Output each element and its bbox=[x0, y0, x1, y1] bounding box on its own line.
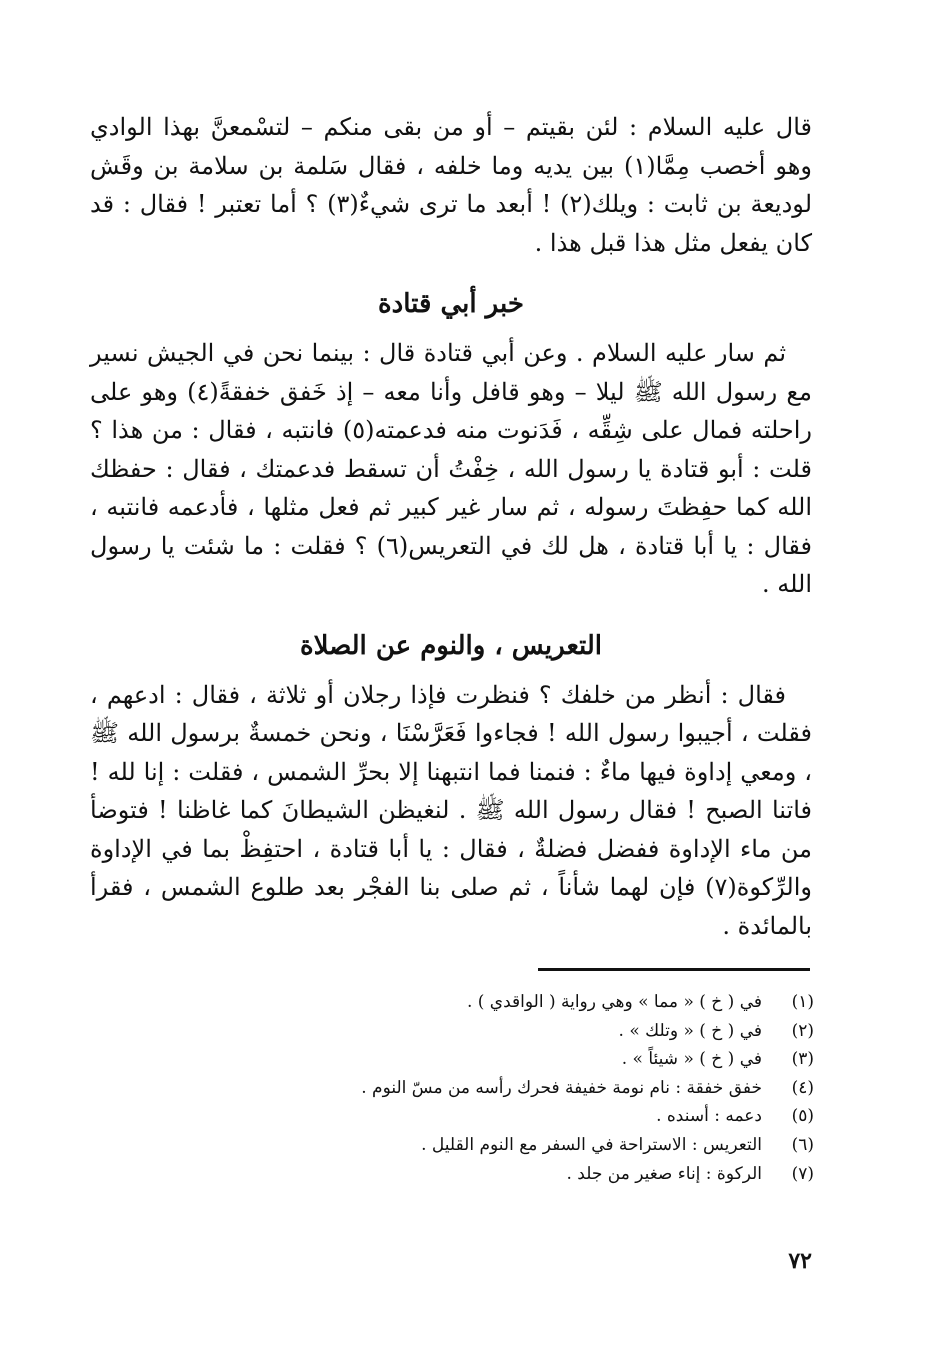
footnote-number: (٣) bbox=[791, 1049, 814, 1070]
footnote-item bbox=[200, 988, 814, 1017]
footnote-text: في ( خ ) « شيئاً » . bbox=[621, 1049, 762, 1070]
footnote-divider bbox=[538, 968, 810, 971]
footnote-number: (٢) bbox=[791, 1020, 814, 1041]
footnote-text: التعريس : الاستراحة في السفر مع النوم القليل . bbox=[421, 1134, 762, 1155]
footnote-text: في ( خ ) « وتلك » . bbox=[618, 1020, 762, 1041]
main-text-block bbox=[90, 108, 812, 945]
footnote-number: (٤) bbox=[791, 1077, 814, 1098]
footnote-number: (٥) bbox=[791, 1106, 814, 1127]
footnote-text: الركوة : إناء صغير من جلد . bbox=[566, 1163, 762, 1184]
footnote-item bbox=[200, 1074, 814, 1103]
footnote-item bbox=[200, 1131, 814, 1160]
footnote-text: خفق خفقة : نام نومة خفيفة فحرك رأسه من مسّ النوم . bbox=[361, 1077, 762, 1098]
footnote-item bbox=[200, 1017, 814, 1046]
section-heading-taris: التعريس ، والنوم عن الصلاة bbox=[299, 630, 603, 661]
footnote-text: في ( خ ) « مما » وهي رواية ( الواقدي ) . bbox=[466, 992, 762, 1012]
footnote-item bbox=[200, 1102, 814, 1131]
page-number: ٧٢ bbox=[788, 1248, 812, 1274]
footnote-item bbox=[200, 1160, 814, 1189]
footnote-item bbox=[200, 1045, 814, 1074]
paragraph-2: ثم سار عليه السلام . وعن أبي قتادة قال : بينما نحن في الجيش نسير مع رسول الله ﷺ ليلا – وهو قافل وأنا معه – إذ خَفق خفقةً(٤) وهو على راحلته فمال على شِقِّه ، فَدَنوت منه فدعمته(٥) فانتبه ، فقال : من هذا ؟ قلت : أبو قتادة يا رسول الله ، خِفْتُ أن تسقط فدعمتك ، فقال : حفظك الله كما حفِظتَ رسوله ، ثم سار غير كبير ثم فعل مثلها ، فأدعمه فانتبه ، فقال : يا أبا قتادة ، هل لك في التعريس(٦) ؟ فقلت : ما شئت يا رسول الله . bbox=[90, 339, 813, 598]
footnote-number: (١) bbox=[791, 992, 814, 1012]
footnote-text: دعمه : أسنده . bbox=[656, 1106, 762, 1127]
footnotes-list bbox=[200, 988, 814, 1188]
paragraph-1: قال عليه السلام : لئن بقيتم – أو من بقى منكم – لتسْمعنَّ بهذا الوادي وهو أخصب مِمَّا(١) بين يديه وما خلفه ، فقال سَلمة بن سلامة بن وقَش لوديعة بن ثابت : ويلك(٢) ! أبعد ما ترى شيءٌ(٣) ؟ أما تعتبر ! فقال : قد كان يفعل مثل هذا قبل هذا . bbox=[90, 113, 812, 257]
footnote-number: (٦) bbox=[791, 1134, 814, 1155]
section-heading-abu-qatada: خبر أبي قتادة bbox=[378, 289, 524, 319]
paragraph-3: فقال : أنظر من خلفك ؟ فنظرت فإذا رجلان أو ثلاثة ، فقال : ادعهم ، فقلت ، أجيبوا رسول الله ! فجاءوا فَعَرَّسْنَا ، ونحن خمسةٌ برسول الله ﷺ ، ومعي إداوة فيها ماءٌ : فنمنا فما انتبهنا إلا بحرِّ الشمس ، فقلت : إنا لله ! فاتنا الصبح ! فقال رسول الله ﷺ . لنغيظن الشيطانَ كما غاظنا ! فتوضأ من ماء الإداوة ففضل فضلةٌ ، فقال : يا أبا قتادة ، احتفِظْ بما في الإداوة والرِّكوة(٧) فإن لهما شأناً ، ثم صلى بنا الفجْر بعد طلوع الشمس ، فقرأ بالمائدة . bbox=[90, 680, 812, 940]
footnote-number: (٧) bbox=[791, 1163, 814, 1184]
